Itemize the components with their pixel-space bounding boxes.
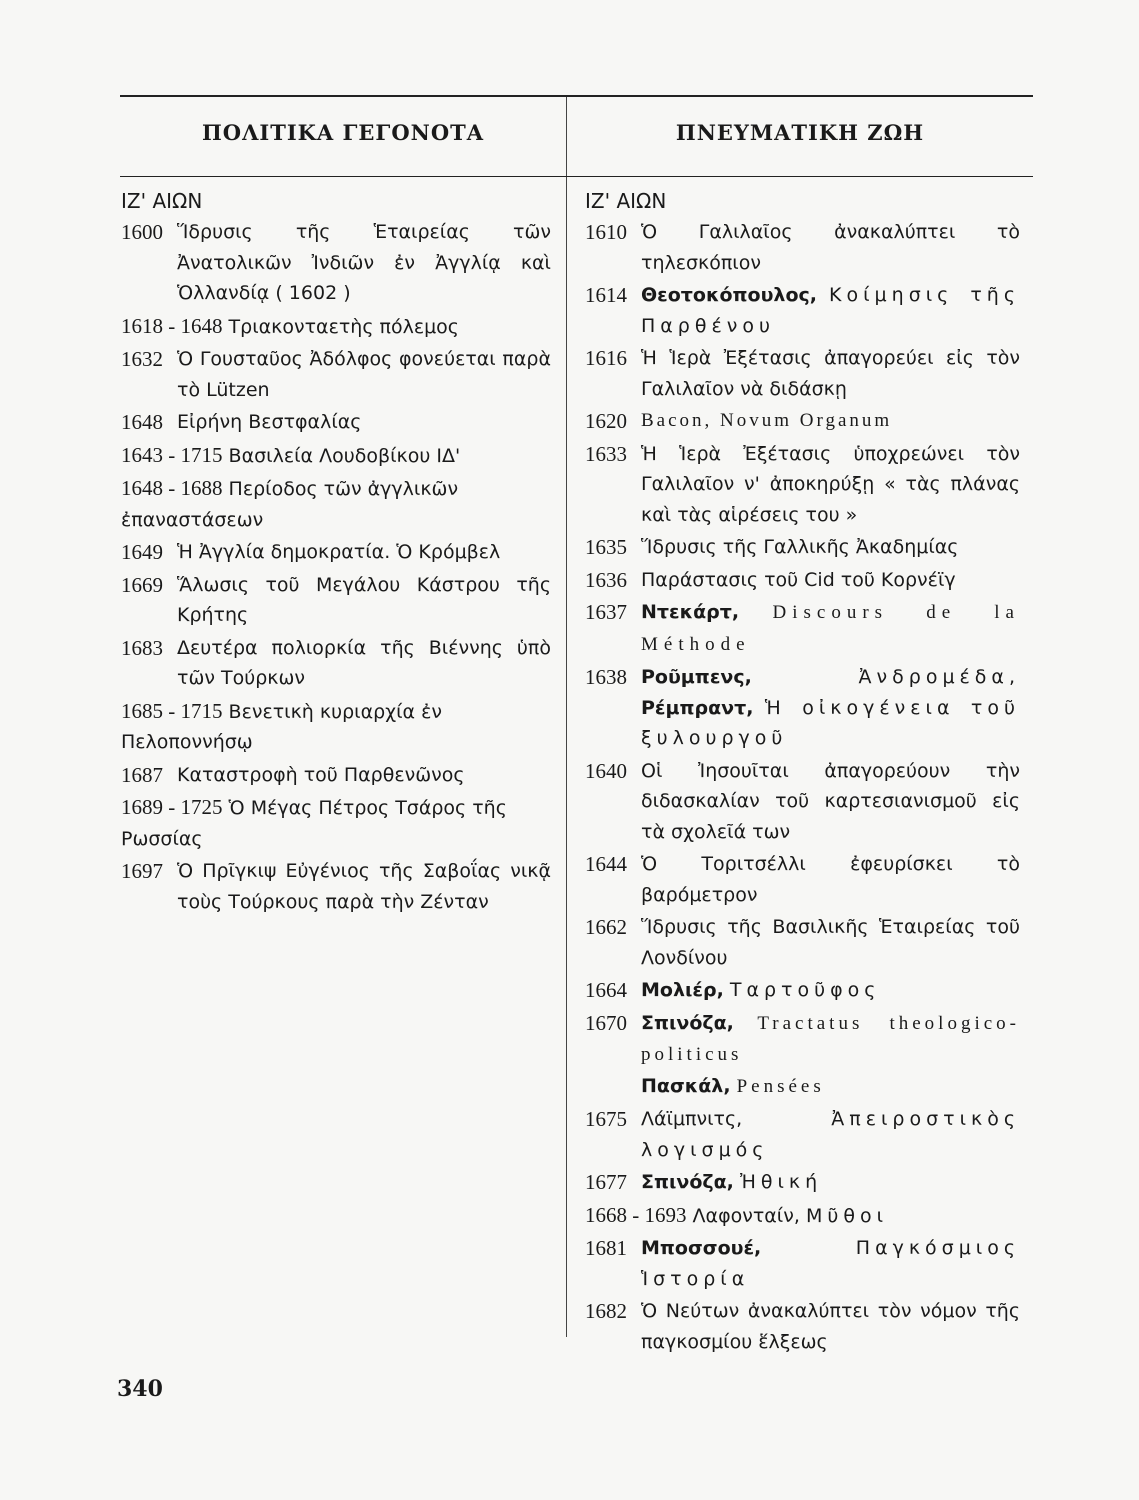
list-item — [585, 849, 1020, 910]
entry-text: Παράστασις τοῦ Cid τοῦ Κορνέϊγ — [641, 568, 956, 591]
list-item — [585, 343, 1020, 404]
list-item — [585, 662, 1020, 754]
entry-text: Ὁ Νεύτων ἀνακαλύπτει τὸν νόμον τῆς παγκοσμίου ἕλξεως — [641, 1300, 1020, 1353]
entry-text: Βενετικὴ κυριαρχία ἐν Πελοποννήσῳ — [121, 700, 442, 753]
list-item — [121, 696, 551, 758]
list-item — [585, 439, 1020, 531]
entry-text: Καταστροφὴ τοῦ Παρθενῶνος — [177, 763, 465, 786]
list-item — [585, 975, 1020, 1006]
entry-text: Ὁ Μέγας Πέτρος Τσάρος τῆς Ρωσσίας — [121, 797, 507, 850]
entry-year: 1632 — [121, 347, 163, 371]
century-label: ΙΖ' ΑΙΩΝ — [121, 189, 203, 213]
entry-title: Tractatus theologico-politicus — [641, 1012, 1020, 1065]
entry-author: Μποσσουέ, — [641, 1237, 762, 1259]
entry-year: 1683 — [121, 635, 163, 660]
list-item — [585, 1296, 1020, 1357]
entry-year: 1638 — [585, 665, 627, 689]
entry-year: 1689 - 1725 — [121, 795, 223, 819]
entry-author: Σπινόζα, — [641, 1011, 734, 1034]
political-events-column — [121, 186, 551, 919]
entry-text: Ὁ Γουσταῦος Ἀδόλφος φονεύεται παρὰ τὸ Lützen — [177, 348, 551, 401]
entry-title: Ἀπειροστικὸς λογισμός — [641, 1108, 1020, 1161]
entry-year: 1620 — [585, 409, 627, 433]
list-item — [121, 537, 551, 568]
list-item — [585, 280, 1020, 341]
entry-year: 1682 — [585, 1299, 627, 1323]
entry-title: Μῦθοι — [805, 1204, 889, 1227]
header-rule — [120, 176, 1033, 177]
list-item — [585, 912, 1020, 973]
entry-author-2: Ρέμπραντ, — [641, 696, 754, 719]
entry-text: Ὁ Πρῖγκιψ Εὐγένιος τῆς Σαβοΐας νικᾷ τοὺς Τούρκους παρὰ τὴν Ζένταν — [177, 860, 551, 913]
entry-year: 1618 - 1648 — [121, 313, 223, 338]
list-item — [121, 344, 551, 405]
list-item — [585, 1167, 1020, 1198]
top-rule — [120, 95, 1033, 97]
entry-year: 1635 — [585, 535, 627, 559]
entry-year: 1675 — [585, 1107, 627, 1131]
entry-title: Ἀνδρομέδα, — [858, 666, 1020, 688]
entry-author-2: Πασκάλ, — [641, 1074, 731, 1097]
entry-author: Θεοτοκόπουλος, — [641, 284, 817, 306]
entry-author: Λάϊμπνιτς, — [641, 1108, 743, 1130]
entry-text: Ὁ Τοριτσέλλι ἐφευρίσκει τὸ βαρόμετρον — [641, 853, 1020, 906]
entry-author: Μολιέρ, — [641, 979, 724, 1001]
list-item — [121, 792, 551, 854]
entry-author: Ντεκάρτ, — [641, 601, 740, 623]
entry-year: 1670 — [585, 1010, 627, 1035]
entry-title: Ἠθική — [739, 1171, 823, 1193]
entry-text: Τριακονταετὴς πόλεμος — [228, 315, 459, 338]
column-divider — [566, 97, 567, 1337]
entry-text: Δευτέρα πολιορκία τῆς Βιέννης ὑπὸ τῶν Τούρκων — [177, 636, 551, 689]
entry-year: 1648 — [121, 410, 163, 434]
list-item — [121, 570, 551, 631]
entry-year: 1610 — [585, 220, 627, 244]
list-item — [121, 440, 551, 472]
entry-title: Παγκόσμιος Ἱστορία — [641, 1237, 1020, 1290]
list-item — [121, 407, 551, 438]
entry-year: 1614 — [585, 283, 627, 307]
entry-year: 1697 — [121, 859, 163, 883]
entry-text: Ἵδρυσις τῆς Βασιλικῆς Ἑταιρείας τοῦ Λονδίνου — [641, 916, 1020, 969]
entry-year: 1649 — [121, 540, 163, 564]
entry-text: Εἰρήνη Βεστφαλίας — [177, 411, 362, 433]
list-item — [121, 633, 551, 694]
right-column-header: ΠΝΕΥΜΑΤΙΚΗ ΖΩΗ — [675, 120, 925, 145]
entry-text: Βασιλεία Λουδοβίκου ΙΔ' — [228, 444, 461, 467]
entry-year: 1685 - 1715 — [121, 698, 223, 723]
entry-text: Ἵδρυσις τῆς Γαλλικῆς Ἀκαδημίας — [641, 536, 959, 558]
entry-text: Bacon, Novum Organum — [641, 410, 893, 431]
list-item — [585, 532, 1020, 563]
entry-text: Οἱ Ἰησουῖται ἀπαγορεύουν τὴν διδασκαλίαν τοῦ καρτεσιανισμοῦ εἰς τὰ σχολεῖά των — [641, 759, 1020, 843]
list-item — [121, 760, 551, 791]
entry-year: 1643 - 1715 — [121, 442, 223, 467]
page-number: 340 — [117, 1376, 163, 1402]
entry-title: Κοίμησις τῆς Παρθένου — [641, 284, 1020, 337]
entry-text: Ἡ Ἀγγλία δημοκρατία. Ὁ Κρόμβελ — [177, 541, 501, 563]
entry-author: Σπινόζα, — [641, 1171, 734, 1193]
entry-year: 1636 — [585, 567, 627, 592]
list-item — [585, 597, 1020, 660]
entry-text: Ἡ Ἱερὰ Ἐξέτασις ὑποχρεώνει τὸν Γαλιλαῖον ν' ἀποκηρύξῃ « τὰς πλάνας καὶ τὰς αἱρέσεις του » — [641, 442, 1020, 526]
intellectual-life-column — [585, 186, 1020, 1359]
entry-text: Ἅλωσις τοῦ Μεγάλου Κάστρου τῆς Κρήτης — [177, 573, 551, 626]
entry-text: Ἡ Ἱερὰ Ἐξέτασις ἀπαγορεύει εἰς τὸν Γαλιλαῖον νὰ διδάσκῃ — [641, 347, 1020, 400]
entry-title-2: Ἡ οἰκογένεια τοῦ ξυλουργοῦ — [641, 696, 1020, 749]
entry-year: 1664 — [585, 978, 627, 1002]
entry-text: Ὁ Γαλιλαῖος ἀνακαλύπτει τὸ τηλεσκόπιον — [641, 221, 1020, 274]
list-item — [585, 756, 1020, 848]
list-item — [585, 565, 1020, 596]
list-item — [585, 1200, 1020, 1232]
list-item — [585, 1233, 1020, 1294]
entry-year: 1633 — [585, 441, 627, 466]
list-item — [585, 406, 1020, 437]
entry-author: Λαφονταίν, — [692, 1204, 800, 1227]
left-column-header: ΠΟΛΙΤΙΚΑ ΓΕΓΟΝΟΤΑ — [201, 120, 485, 145]
list-item — [121, 856, 551, 917]
entry-year: 1662 — [585, 915, 627, 939]
list-item — [585, 1008, 1020, 1103]
entry-year: 1669 — [121, 572, 163, 597]
entry-year: 1668 - 1693 — [585, 1202, 687, 1227]
entry-title: Ταρτοῦφος — [729, 979, 881, 1001]
entry-author: Ροῦμπενς, — [641, 666, 752, 688]
entry-title: Discours de la Méthode — [641, 602, 1020, 655]
century-label: ΙΖ' ΑΙΩΝ — [585, 189, 667, 213]
entry-year: 1600 — [121, 220, 163, 244]
entry-year: 1648 - 1688 — [121, 476, 223, 500]
entry-year: 1677 — [585, 1170, 627, 1194]
list-item — [585, 1104, 1020, 1165]
list-item — [121, 311, 551, 343]
entry-text: Περίοδος τῶν ἀγγλικῶν ἐπαναστάσεων — [121, 478, 459, 531]
entry-title-2: Pensées — [736, 1075, 825, 1097]
entry-year: 1687 — [121, 762, 163, 787]
entry-year: 1681 — [585, 1236, 627, 1260]
list-item — [121, 473, 551, 535]
entry-year: 1640 — [585, 758, 627, 783]
entry-year: 1637 — [585, 600, 627, 624]
entry-year: 1644 — [585, 852, 627, 876]
entry-year: 1616 — [585, 346, 627, 370]
list-item — [585, 217, 1020, 278]
list-item — [121, 217, 551, 309]
entry-text: Ἵδρυσις τῆς Ἑταιρείας τῶν Ἀνατολικῶν Ἰνδιῶν ἐν Ἀγγλίᾳ καὶ Ὁλλανδίᾳ ( 1602 ) — [177, 221, 551, 304]
